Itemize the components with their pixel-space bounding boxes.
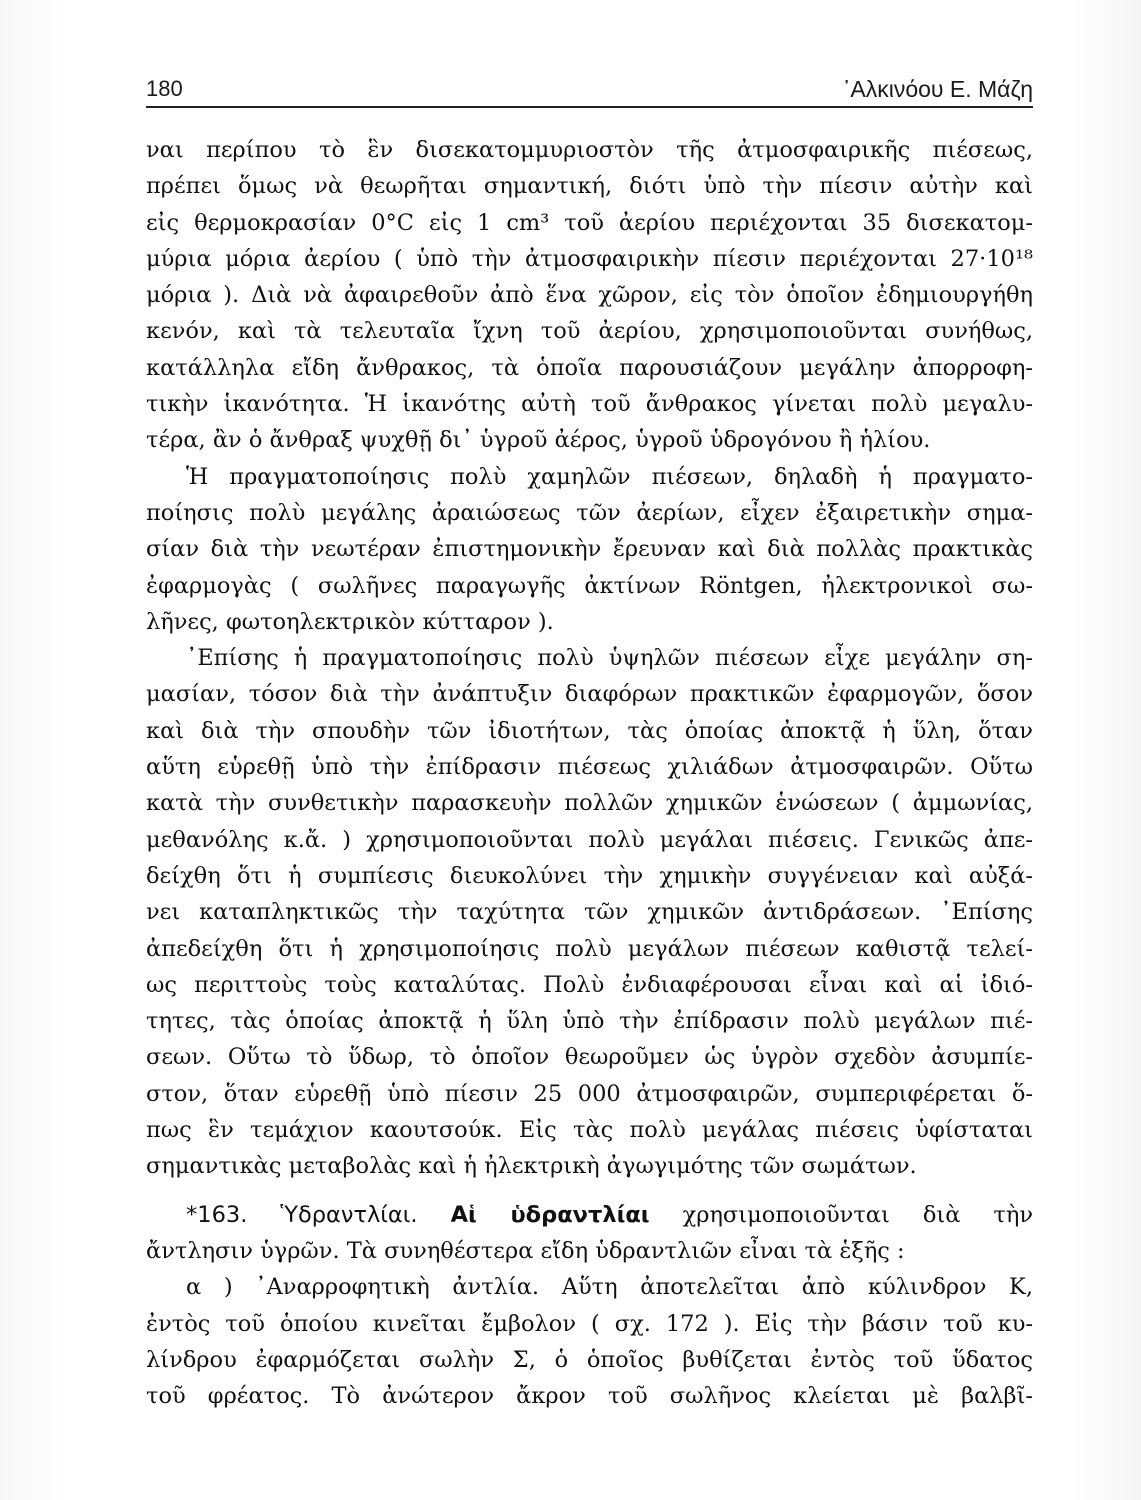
section-heading-line xyxy=(146,1197,1033,1233)
text-line: ἐντὸς τοῦ ὁποίου κινεῖται ἔμβολον ( σχ. 172 ). Εἰς τὴν βάσιν τοῦ κυ- xyxy=(146,1310,1033,1337)
text-line: δείχθη ὅτι ἡ συμπίεσις διευκολύνει τὴν χημικὴν συγγένειαν καὶ αὐξά- xyxy=(146,862,1033,889)
text-line: μύρια μόρια ἀερίου ( ὑπὸ τὴν ἀτμοσφαιρικὴν πίεσιν περιέχονται 27·10¹⁸ xyxy=(146,245,1033,272)
section-term: Αἱ ὑδραντλίαι xyxy=(450,1201,650,1228)
text-line: πρέπει ὅμως νὰ θεωρῆται σημαντική, διότι ὑπὸ τὴν πίεσιν αὐτὴν καὶ xyxy=(146,173,1033,200)
text-line: στον, ὅταν εὑρεθῇ ὑπὸ πίεσιν 25 000 ἀτμοσφαιρῶν, συμπεριφέρεται ὅ- xyxy=(146,1080,1033,1107)
section-heading-rest: χρησιμοποιοῦνται διὰ τὴν xyxy=(649,1201,1034,1228)
text-line: λῆνες, φωτοηλεκτρικὸν κύτταρον ). xyxy=(146,608,554,635)
text-line: σημαντικὰς μεταβολὰς καὶ ἡ ἠλεκτρικὴ ἀγωγιμότης τῶν σωμάτων. xyxy=(146,1153,917,1180)
running-header-author: ᾿Αλκινόου Ε. Μάζη xyxy=(842,76,1033,102)
text-line: σεων. Οὕτω τὸ ὕδωρ, τὸ ὁποῖον θεωροῦμεν ὡς ὑγρὸν σχεδὸν ἀσυμπίε- xyxy=(146,1044,1033,1071)
text-line: καὶ διὰ τὴν σπουδὴν τῶν ἰδιοτήτων, τὰς ὁποίας ἀποκτᾷ ἡ ὕλη, ὅταν xyxy=(146,717,1033,744)
section-gap xyxy=(146,1185,1033,1197)
paragraph-3 xyxy=(146,640,1033,1184)
text-line: μασίαν, τόσον διὰ τὴν ἀνάπτυξιν διαφόρων πρακτικῶν ἐφαρμογῶν, ὅσον xyxy=(146,681,1033,708)
text-line: αὕτη εὑρεθῇ ὑπὸ τὴν ἐπίδρασιν πιέσεως χιλιάδων ἀτμοσφαιρῶν. Οὕτω xyxy=(146,754,1033,781)
text-line: μόρια ). Διὰ νὰ ἀφαιρεθοῦν ἀπὸ ἕνα χῶρον, εἰς τὸν ὁποῖον ἐδημιουργήθη xyxy=(146,282,1033,309)
text-line: μεθανόλης κ.ἄ. ) χρησιμοποιοῦνται πολὺ μεγάλαι πιέσεις. Γενικῶς ἀπε- xyxy=(146,826,1033,853)
text-line: νει καταπληκτικῶς τὴν ταχύτητα τῶν χημικῶν ἀντιδράσεων. ᾿Επίσης xyxy=(146,899,1033,926)
body-text xyxy=(146,132,1033,1414)
text-line: τικὴν ἱκανότητα. Ἡ ἱκανότης αὐτὴ τοῦ ἄνθρακος γίνεται πολὺ μεγαλυ- xyxy=(146,391,1033,418)
text-line: Ἡ πραγματοποίησις πολὺ χαμηλῶν πιέσεων, δηλαδὴ ἡ πραγματο- xyxy=(186,463,1033,490)
text-line: λίνδρου ἐφαρμόζεται σωλὴν Σ, ὁ ὁποῖος βυθίζεται ἐντὸς τοῦ ὕδατος xyxy=(146,1346,1033,1373)
running-header xyxy=(146,76,1033,106)
text-line: ναι περίπου τὸ ἓν δισεκατομμυριοστὸν τῆς ἀτμοσφαιρικῆς πιέσεως, xyxy=(146,137,1033,163)
text-line: σίαν διὰ τὴν νεωτέραν ἐπιστημονικὴν ἔρευναν καὶ διὰ πολλὰς πρακτικὰς xyxy=(146,536,1033,563)
text-line: πως ἓν τεμάχιον καουτσούκ. Εἰς τὰς πολὺ μεγάλας πιέσεις ὑφίσταται xyxy=(146,1117,1033,1144)
text-line: ᾿Επίσης ἡ πραγματοποίησις πολὺ ὑψηλῶν πιέσεων εἶχε μεγάλην ση- xyxy=(186,645,1033,672)
text-line: ἐφαρμογὰς ( σωλῆνες παραγωγῆς ἀκτίνων Röntgen, ἠλεκτρονικοὶ σω- xyxy=(146,572,1033,599)
header-rule xyxy=(146,106,1033,108)
paragraph-1 xyxy=(146,132,1033,459)
section-heading: *163. Ὑδραντλίαι. xyxy=(186,1201,418,1228)
text-line: τοῦ φρέατος. Τὸ ἀνώτερον ἄκρον τοῦ σωλῆνος κλείεται μὲ βαλβῖ- xyxy=(146,1383,1033,1410)
text-line: ἀπεδείχθη ὅτι ἡ χρησιμοποίησις πολὺ μεγάλων πιέσεων καθιστᾷ τελεί- xyxy=(146,935,1033,962)
text-line: κατὰ τὴν συνθετικὴν παρασκευὴν πολλῶν χημικῶν ἑνώσεων ( ἀμμωνίας, xyxy=(146,790,1033,817)
section-163 xyxy=(146,1197,1033,1270)
text-line: κενόν, καὶ τὰ τελευταῖα ἴχνη τοῦ ἀερίου, χρησιμοποιοῦνται συνήθως, xyxy=(146,318,1033,345)
paragraph-4 xyxy=(146,1269,1033,1414)
text-line: ποίησις πολὺ μεγάλης ἀραιώσεως τῶν ἀερίων, εἶχεν ἐξαιρετικὴν σημα- xyxy=(146,499,1033,526)
text-line: εἰς θερμοκρασίαν 0°C εἰς 1 cm³ τοῦ ἀερίου περιέχονται 35 δισεκατομ- xyxy=(146,209,1033,236)
paragraph-2 xyxy=(146,459,1033,640)
page-number: 180 xyxy=(146,76,183,101)
text-line: ἄντλησιν ὑγρῶν. Τὰ συνηθέστερα εἴδη ὑδραντλιῶν εἶναι τὰ ἑξῆς : xyxy=(146,1237,905,1264)
text-line: ως περιττοὺς τοὺς καταλύτας. Πολὺ ἐνδιαφέρουσαι εἶναι καὶ αἱ ἰδιό- xyxy=(146,971,1033,998)
text-line: τητες, τὰς ὁποίας ἀποκτᾷ ἡ ὕλη ὑπὸ τὴν ἐπίδρασιν πολὺ μεγάλων πιέ- xyxy=(146,1008,1033,1035)
text-line: κατάλληλα εἴδη ἄνθρακος, τὰ ὁποῖα παρουσιάζουν μεγάλην ἀπορροφη- xyxy=(146,354,1033,381)
text-line: τέρα, ἂν ὁ ἄνθραξ ψυχθῇ δι᾿ ὑγροῦ ἀέρος, ὑγροῦ ὑδρογόνου ἢ ἡλίου. xyxy=(146,427,931,454)
text-line: α ) ᾿Αναρροφητικὴ ἀντλία. Αὕτη ἀποτελεῖται ἀπὸ κύλινδρον Κ, xyxy=(186,1274,1033,1301)
